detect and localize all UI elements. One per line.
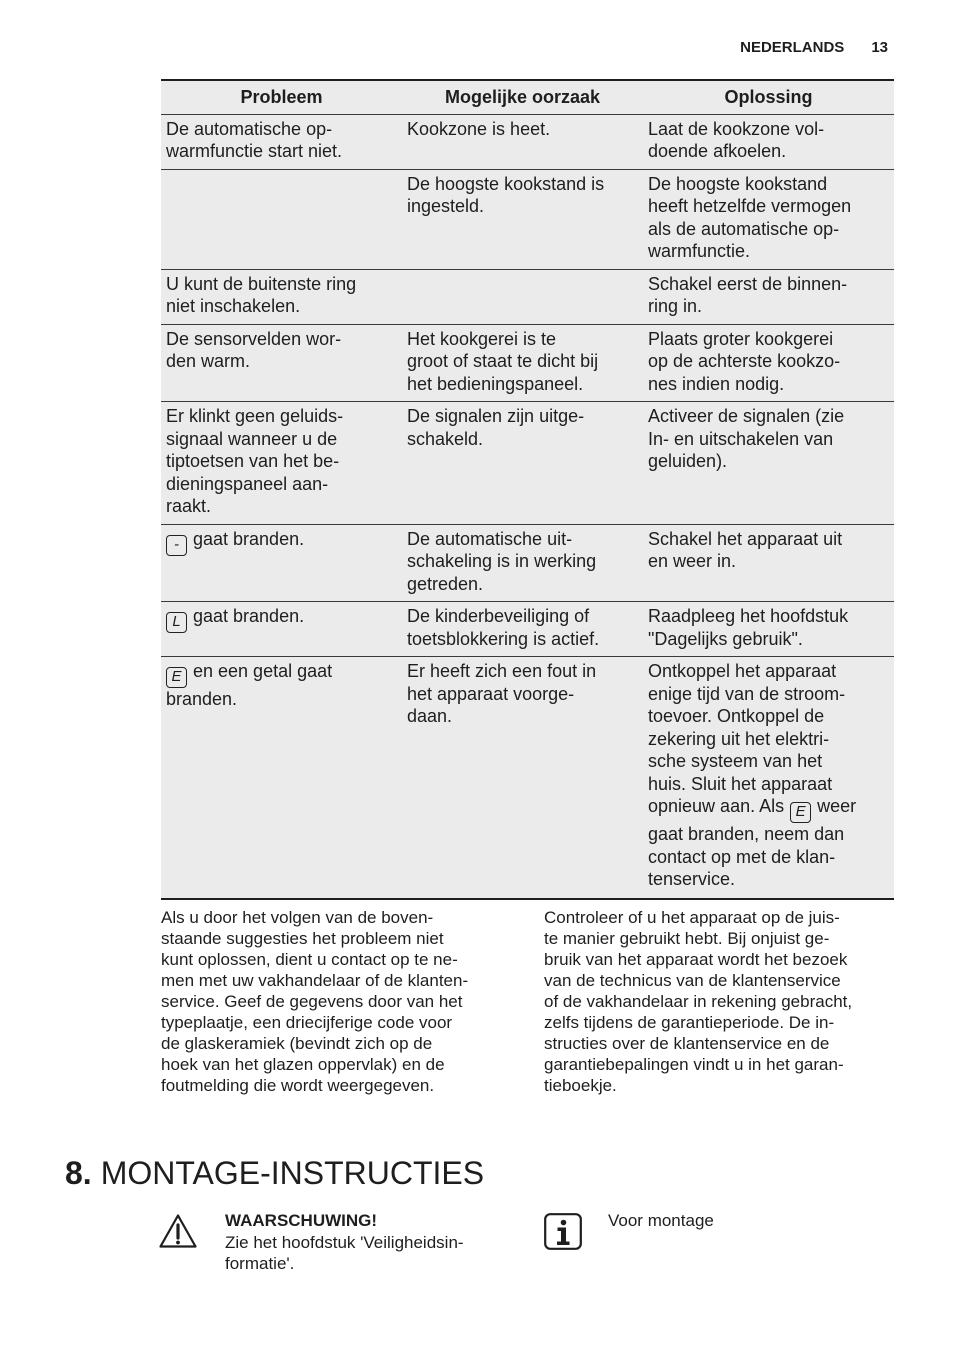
- cause-cell: De automatische uit- schakeling is in werking getreden.: [402, 524, 643, 602]
- table-row: [161, 524, 894, 602]
- table-row: [161, 324, 894, 402]
- solution-cell: Schakel eerst de binnen- ring in.: [643, 269, 894, 324]
- solution-cell: Plaats groter kookgerei op de achterste kookzo- nes indien nodig.: [643, 324, 894, 402]
- column-header-cause: Mogelijke oorzaak: [402, 80, 643, 114]
- table-row: [161, 602, 894, 657]
- table-row: [161, 269, 894, 324]
- running-header: [740, 39, 888, 57]
- cause-cell: De hoogste kookstand is ingesteld.: [402, 169, 643, 269]
- warning-note: [225, 1210, 464, 1275]
- cause-cell: [402, 269, 643, 324]
- page-number: 13: [871, 39, 888, 56]
- problem-cell: De automatische op- warmfunctie start niet.: [161, 114, 402, 169]
- table-row: [161, 402, 894, 525]
- problem-text: gaat branden.: [193, 606, 305, 626]
- table-header-row: [161, 80, 894, 114]
- problem-text: gaat branden.: [193, 528, 305, 549]
- solution-text-before: Ontkoppel het apparaat enige tijd van de stroom- toevoer. Ontkoppel de zekering uit het elektri- sche systeem van het huis. Sluit het apparaat opnieuw aan. Als: [648, 661, 846, 816]
- problem-cell: U kunt de buitenste ring niet inschakelen.: [161, 269, 402, 324]
- solution-cell: Laat de kookzone vol- doende afkoelen.: [643, 114, 894, 169]
- language-label: NEDERLANDS: [740, 39, 845, 56]
- column-header-problem: Probleem: [161, 80, 402, 114]
- problem-cell: [161, 169, 402, 269]
- display-symbol-l-icon: L: [166, 612, 187, 633]
- cause-cell: Het kookgerei is te groot of staat te dicht bij het bedieningspaneel.: [402, 324, 643, 402]
- troubleshooting-table: [161, 79, 894, 900]
- display-symbol-e-icon: E: [790, 802, 811, 823]
- display-symbol-dash-icon: -: [166, 535, 187, 556]
- problem-cell: [161, 602, 402, 657]
- problem-text: en een getal gaat branden.: [166, 661, 333, 709]
- problem-cell: [161, 657, 402, 899]
- problem-cell: De sensorvelden wor- den warm.: [161, 324, 402, 402]
- support-text-left: Als u door het volgen van de boven- staande suggesties het probleem niet kunt oplossen, dient u contact op te ne- men met uw vakhandelaar of de klanten- service. Geef de gegevens door van het typeplaatje, een driecijferige code voor de glaskeramiek (bevindt zich op de hoek van het glazen oppervlak) en de foutmelding die wordt weergegeven.: [161, 907, 469, 1096]
- cause-cell: Kookzone is heet.: [402, 114, 643, 169]
- problem-cell: Er klinkt geen geluids- signaal wanneer u de tiptoetsen van het be- dieningspaneel aan- raakt.: [161, 402, 402, 525]
- solution-cell: Schakel het apparaat uit en weer in.: [643, 524, 894, 602]
- table-row: [161, 657, 894, 899]
- solution-cell: Activeer de signalen (zie In- en uitschakelen van geluiden).: [643, 402, 894, 525]
- info-icon: [544, 1213, 582, 1250]
- warning-triangle-icon: [159, 1213, 197, 1249]
- table-row: [161, 114, 894, 169]
- solution-cell: De hoogste kookstand heeft hetzelfde vermogen als de automatische op- warmfunctie.: [643, 169, 894, 269]
- cause-cell: Er heeft zich een fout in het apparaat voorge- daan.: [402, 657, 643, 899]
- solution-text-after: weer gaat branden, neem dan contact op met de klan- tenservice.: [648, 796, 857, 889]
- support-text-right: Controleer of u het apparaat op de juis- te manier gebruikt hebt. Bij onjuist ge- bruik van het apparaat wordt het bezoek van de technicus van de klantenservice of de vakhandelaar in rekening gebracht, zelfs tijdens de garantieperiode. De in- structies over de klantenservice en de garantiebepalingen vindt u in het garan- tieboekje.: [544, 907, 853, 1096]
- section-number: 8.: [65, 1155, 92, 1191]
- warning-title: WAARSCHUWING!: [225, 1211, 378, 1230]
- info-note: Voor montage: [608, 1211, 714, 1230]
- section-heading: [65, 1153, 484, 1193]
- display-symbol-e-icon: E: [166, 667, 187, 688]
- column-header-solution: Oplossing: [643, 80, 894, 114]
- support-text: [161, 907, 894, 1097]
- warning-text: Zie het hoofdstuk 'Veiligheidsin- formatie'.: [225, 1232, 464, 1273]
- section-title: MONTAGE-INSTRUCTIES: [100, 1155, 485, 1191]
- cause-cell: De signalen zijn uitge- schakeld.: [402, 402, 643, 525]
- table-row: [161, 169, 894, 269]
- cause-cell: De kinderbeveiliging of toetsblokkering is actief.: [402, 602, 643, 657]
- problem-cell: [161, 524, 402, 602]
- solution-cell: [643, 657, 894, 899]
- solution-cell: Raadpleeg het hoofdstuk "Dagelijks gebruik".: [643, 602, 894, 657]
- page-content: [161, 79, 894, 1096]
